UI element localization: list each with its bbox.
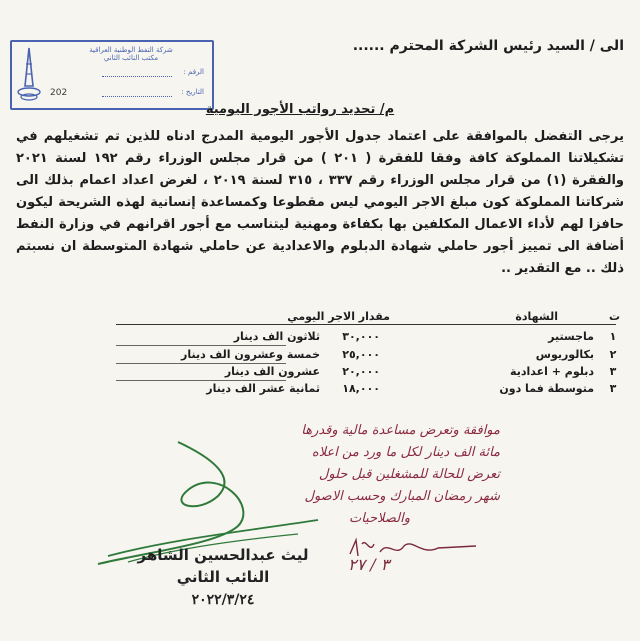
header-rule xyxy=(116,324,616,325)
letter-body: يرجى التفضل بالموافقة على اعتماد جدول الأجور اليومية المدرج ادناه للذين تم تشغيلهم في تشكيلاتنا المملوكة كافة وفقا للفقرة ( ٢٠١ ) من قرار مجلس الوزراء رقم ١٩٢ لسنة ٢٠٢١ والفقرة (١) من قرار مجلس الوزراء رقم ٣٣٧ ، ٣١٥ لسنة ٢٠١٩ ، لغرض اعداد اعمام بذلك الى شركاتنا المملوكة كون مبلغ الاجر اليومي ليس مقطوعا وكمساعدة إنسانية لهذه الشريحة ليكون حافزا لهم لأداء الاعمال المكلفين بها بكفاءة ومهنية ليتناسب مع أجور اقرانهم في وزارة النفط أضافة الى تمييز أجور حاملي شهادة الدبلوم والاعدادية عن حاملي شهادة المتوسطة ان نسبتم ذلك .. مع التقدير .. xyxy=(16,129,625,276)
table-row xyxy=(100,330,620,344)
handwritten-line: موافقة وتعرض مساعدة مالية وقدرها xyxy=(301,423,500,438)
stamp-date-label: التاريخ : xyxy=(181,88,204,96)
table-row xyxy=(100,365,620,379)
signature-date: ٢٠٢٢/٣/٢٤ xyxy=(191,592,255,608)
wage-table-header xyxy=(100,310,620,324)
row-num: ٣ xyxy=(609,365,617,378)
row-amount-words: ثمانية عشر الف دينار xyxy=(206,382,320,395)
row-amount: ٢٥,٠٠٠ xyxy=(342,348,380,361)
row-certificate: دبلوم + اعدادية xyxy=(510,365,594,378)
signatory-name: ليث عبدالحسين الشاهر xyxy=(137,546,309,564)
signatory-block xyxy=(108,546,338,608)
signatory-title: النائب الثاني xyxy=(176,568,270,586)
header-certificate: الشهادة xyxy=(515,310,558,323)
table-row xyxy=(100,382,620,396)
header-num: ت xyxy=(608,310,620,323)
handwritten-line: مائة الف دينار لكل ما ورد من اعلاه xyxy=(311,445,500,460)
row-num: ٣ xyxy=(609,382,617,395)
stamp-date-dots xyxy=(102,96,172,97)
stamp-year: 202 xyxy=(50,88,68,98)
row-amount-words: خمسة وعشرون الف دينار xyxy=(181,348,320,361)
stamp-org-line2: مكتب النائب الثاني xyxy=(103,54,159,62)
row-rule xyxy=(116,380,286,381)
stamp-org-line1: شركة النفط الوطنية العراقية xyxy=(89,46,173,54)
row-amount-words: ثلاثون الف دينار xyxy=(233,330,320,343)
stamp-number-label: الرقم : xyxy=(183,68,204,76)
header-wage: مقدار الاجر اليومي xyxy=(287,310,390,323)
row-amount: ١٨,٠٠٠ xyxy=(342,382,380,395)
table-row xyxy=(100,348,620,362)
row-amount: ٣٠,٠٠٠ xyxy=(342,330,380,343)
row-certificate: متوسطة فما دون xyxy=(499,382,594,395)
row-num: ١ xyxy=(609,330,617,343)
handwritten-line: تعرض للحالة للمشغلين قبل حلول xyxy=(318,467,500,482)
oil-derrick-logo-icon xyxy=(16,46,42,102)
handwritten-line: والصلاحيات xyxy=(348,511,410,526)
stamp-number-dots xyxy=(102,76,172,77)
row-amount: ٢٠,٠٠٠ xyxy=(342,365,380,378)
subject-line: م/ تحديد رواتب الأجور اليومية xyxy=(205,102,395,117)
row-amount-words: عشرون الف دينار xyxy=(224,365,320,378)
handwritten-date: ٣ / ٢٧ xyxy=(348,555,390,574)
stamp-organization xyxy=(56,46,206,62)
row-certificate: بكالوريوس xyxy=(535,348,594,361)
office-stamp xyxy=(10,40,214,110)
row-rule xyxy=(116,345,286,346)
row-num: ٢ xyxy=(609,348,617,361)
handwritten-line: شهر رمضان المبارك وحسب الاصول xyxy=(304,489,500,504)
row-rule xyxy=(116,363,286,364)
row-certificate: ماجستير xyxy=(548,330,594,343)
addressee: الى / السيد رئيس الشركة المحترم ...... xyxy=(352,38,624,54)
